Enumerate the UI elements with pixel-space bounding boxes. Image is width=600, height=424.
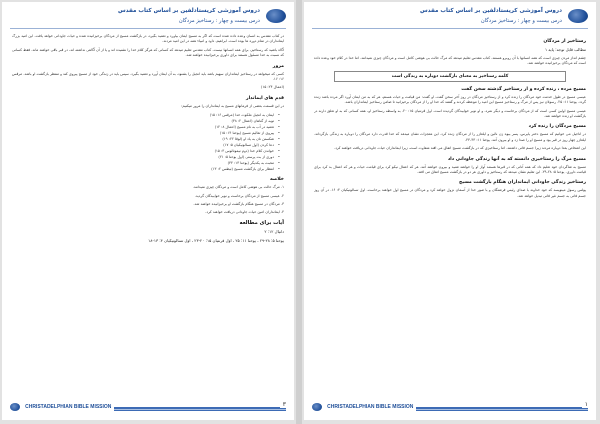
paragraph: این اشخاص بعدا دوباره مردند زیرا جسم فانی داشتند. اما رستاخیزی که در بازگشت مسیح اتفاق می افتد متفاوت است، زیرا ایمانداران حیات جاودانی دریافت خواهند کرد. bbox=[334, 146, 586, 151]
paragraph: عیسی مسیح در طول خدمت خود مردگان را زنده کرد و از رستاخیز مردگان در روز آخر سخن گفت. او گفت: من قیامت و حیات هستم، هر که به من ایمان آورد اگر مرده باشد زنده گردد. یوحنا ۱۱: ۲۵. رسولان نیز پس از مرگ و رستاخیز مسیح این امید را موعظه کردند و گفتند که خدا او را از مردگان برخیزانید تا ضامن رستاخیز ایمانداران باشد. bbox=[314, 94, 586, 105]
list-item: • دعا کردن (اول تسالونیکیان ۵: ۱۷) bbox=[12, 142, 274, 148]
paragraph: پولس رسول مینویسد که خود خداوند با صدای رئیس فرشتگان و با صور خدا از آسمان نزول خواهد کرد و مردگان در مسیح اول خواهند برخاست. اول تسالونیکیان ۴: ۱۶. در آن روز جسم فانی به جسم غیر فانی تبدیل خواهد شد. bbox=[314, 188, 586, 198]
footer-mission-text: CHRISTADELPHIAN BIBLE MISSION bbox=[25, 404, 112, 410]
paragraph: آگاه باشید که رستاخیز، برای همه انسانها نیست. کتاب مقدس تعلیم میدهد که کسانی که هرگز کلام خدا را نشنیده اند و یا از آن آگاهی نداشته اند، در قبر باقی خواهند ماند. فقط کسانی که نسبت به خدا مسئول هستند برای داوری برخیزانیده خواهند شد. bbox=[12, 47, 284, 58]
reference: (اعمال ۲۴: ۱۵) bbox=[261, 85, 284, 90]
paragraph: در کتاب مقدس به انسان وعده داده شده است که اگر به مسیح ایمان بیاورد و تعمید بگیرد، در بازگشت مسیح از مردگان برخیزانیده شده و حیات جاودانی خواهد یافت. این امید بزرگ ایمانداران در تمام دوره ها بوده است. ابراهیم، داود و انبیاء همه در این امید مردند. bbox=[12, 34, 284, 44]
section-heading: مسیح مردگان را زنده کرد bbox=[528, 124, 586, 130]
paragraph: کسی که میخواهد در رستاخیز ایمانداران سهیم باشد باید انجیل را بشنود، به آن ایمان آورد و تعمید بگیرد. سپس باید در زندگی خود از مسیح پیروی کند و منتظر بازگشت او باشد. مرقس ۱۶: ۱۶. bbox=[12, 71, 284, 82]
summary-item: ۳. مردگان در مسیح هنگام بازگشت او برخیزانیده خواهند شد. bbox=[193, 202, 284, 207]
footer-mark bbox=[10, 400, 114, 414]
section-heading: خلاصه bbox=[269, 177, 284, 183]
list-item: • محبت به یکدیگر (یوحنا ۱۳: ۳۴) bbox=[12, 160, 274, 166]
header-title: دروس آموزشی کریستادلفین بر اساس کتاب مقدس bbox=[420, 8, 562, 14]
paragraph: در اناجیل می خوانیم که مسیح دختر یایرس، پسر بیوه زن نائین و ایلعازر را از مردگان زنده کرد. این معجزات نشان میدهد که خدا قدرت دارد مردگان را دوباره به زندگی بازگرداند. ایلعازر چهار روز در قبر بود و مسیح او را صدا زد و او بیرون آمد. یوحنا ۱۱: ۴۳-۴۴. bbox=[314, 132, 586, 142]
header-subtitle: درس بیست و چهار : رستاخیز مردگان bbox=[178, 18, 260, 24]
list-item: • توبه از گناهان (اعمال ۲: ۳۸) bbox=[12, 118, 274, 124]
page-number: ۱ bbox=[582, 401, 588, 408]
footer-mission-text: CHRISTADELPHIAN BIBLE MISSION bbox=[327, 404, 414, 410]
paragraph: چشم انداز مردن چیزی است که همه انسانها با آن روبرو هستند. کتاب مقدس تعلیم میدهد که مرگ حالت بی هوشی کامل است و مردگان چیزی نمیدانند. اما خدا در کلام خود وعده داده است که مردگان برخیزانیده خواهند شد. bbox=[314, 56, 586, 66]
list-item: • انتظار برای بازگشت مسیح (تیطس ۲: ۱۳) bbox=[12, 166, 274, 172]
reading-line: یوحنا ۵: ۲۸-۲۹ ، یوحنا ۱۱: ۲۵ ، اول قرنتیان ۱۵: ۲۰-۲۳ ، اول تسالونیکیان ۴: ۱۳-۱۸ bbox=[148, 237, 284, 243]
globe-logo-icon bbox=[266, 9, 286, 23]
page-gutter bbox=[296, 0, 302, 424]
paragraph: در این قسمت بعضی از فرمانهای مسیح به ایمانداران را مرور میکنیم: bbox=[181, 103, 284, 108]
footer-mark bbox=[312, 400, 416, 414]
section-heading: مسیح مرده ، زنده کرده و از رستاخیز گذشته سخن گفت bbox=[461, 86, 586, 92]
paragraph: مسیح به شاگردان خود تعلیم داد که همه آنانی که در قبرها هستند آواز او را خواهند شنید و بیرون خواهند آمد. هر که اعمال نیکو کرد برای قیامت حیات و هر که اعمال بد کرد برای قیامت داوری. یوحنا ۵: ۲۸-۲۹. این تعلیم نشان میدهد که رستاخیز و داوری هر دو در بازگشت مسیح اتفاق می افتد. bbox=[314, 164, 586, 175]
page-left bbox=[2, 2, 294, 420]
globe-logo-icon bbox=[312, 403, 322, 411]
page-number: ۳ bbox=[280, 401, 286, 408]
summary-item: ۴. ایمانداران امین حیات جاودانی دریافت خواهند کرد. bbox=[205, 210, 284, 215]
page-footer bbox=[312, 400, 588, 414]
header-title: دروس آموزشی کریستادلفین بر اساس کتاب مقدس bbox=[118, 8, 260, 14]
page-footer bbox=[10, 400, 286, 414]
page-body bbox=[12, 34, 284, 396]
lesson-subtitle: مطالب قابل توجه: پایه ۱ bbox=[544, 47, 586, 52]
summary-item: ۱. مرگ حالت بی هوشی کامل است و مردگان چیزی نمیدانند. bbox=[192, 185, 284, 190]
section-heading: آیات برای مطالعه bbox=[239, 219, 284, 226]
section-heading: مسیح مرگ را رستاخیزی دانسته که به آنها زندگی جاودانی داد bbox=[447, 156, 586, 162]
section-heading: مرور bbox=[272, 63, 284, 69]
header-subtitle: درس بیست و چهار : رستاخیز مردگان bbox=[480, 18, 562, 24]
page-body bbox=[314, 34, 586, 396]
header-rule bbox=[312, 28, 588, 29]
lesson-title: رستاخیز از مردگان bbox=[543, 39, 586, 44]
page-header bbox=[10, 8, 286, 30]
list-item: • ایمان به انجیل ملکوت خدا (مرقس ۱۶: ۱۵) bbox=[12, 112, 274, 118]
page-header bbox=[312, 8, 588, 30]
callout-box: کلمه رستاخیز به معنای بازگشت دوباره به زندگی است bbox=[334, 71, 566, 82]
summary-item: ۲. عیسی مسیح از مردگان برخاست و نوبر خوابیدگان گردید. bbox=[194, 193, 284, 198]
list-item: • دوری از بت پرستی (اول یوحنا ۵: ۲۱) bbox=[12, 154, 274, 160]
list-item: • پیروی از تعالیم مسیح (یوحنا ۱۴: ۱۵) bbox=[12, 130, 274, 136]
globe-logo-icon bbox=[568, 9, 588, 23]
duties-list bbox=[12, 112, 284, 172]
globe-logo-icon bbox=[10, 403, 20, 411]
section-heading: رستاخیز زندگی جاودانی ایمانداران هنگام بازگشت مسیح bbox=[459, 180, 586, 186]
page-right bbox=[304, 2, 596, 420]
list-item: • شکستن نان به یاد او (لوقا ۲۲: ۱۹) bbox=[12, 136, 274, 142]
list-item: • خواندن کلام خدا (دوم تیموتائوس ۳: ۱۵) bbox=[12, 148, 274, 154]
paragraph: عیسی مسیح اولین کسی است که از مردگان برخاست و دیگر نمرد، و او نوبر خوابیدگان گردیده است. اول قرنتیان ۱۵: ۲۰. به واسطه رستاخیز او، همه کسانی که به او تعلق دارند در بازگشت او زنده خواهند شد. bbox=[314, 108, 586, 119]
reading-line: دانیال ۱۲: ۲ bbox=[264, 228, 284, 234]
list-item: • تعمید در آب به نام مسیح (اعمال ۸: ۱۲) bbox=[12, 124, 274, 130]
section-heading: قدم های ایماندار bbox=[245, 95, 284, 101]
header-rule bbox=[10, 28, 286, 29]
